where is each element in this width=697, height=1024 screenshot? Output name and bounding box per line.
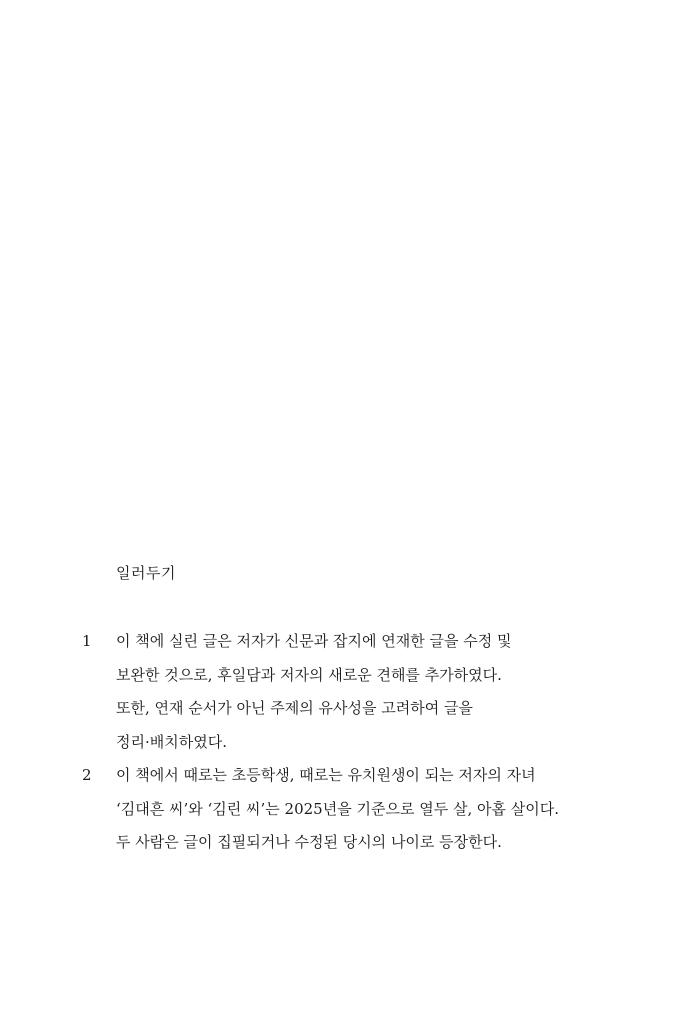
note-number: 2 [82, 766, 92, 784]
note-line: 또한, 연재 순서가 아닌 주제의 유사성을 고려하여 글을 [116, 699, 473, 717]
note-line: ‘김대흔 씨’와 ‘김린 씨’는 2025년을 기준으로 열두 살, 아홉 살이다. [116, 799, 559, 818]
note-line: 두 사람은 글이 집필되거나 수정된 당시의 나이로 등장한다. [116, 833, 502, 851]
note-line: 이 책에 실린 글은 저자가 신문과 잡지에 연재한 글을 수정 및 [116, 632, 512, 650]
note-line: 정리·배치하였다. [116, 732, 227, 751]
note-item-2 [82, 759, 602, 860]
note-line: 이 책에서 때로는 초등학생, 때로는 유치원생이 되는 저자의 자녀 [116, 766, 536, 784]
note-body [116, 759, 602, 860]
notes-list [82, 625, 602, 860]
notice-heading: 일러두기 [116, 564, 176, 582]
note-item-1 [82, 625, 602, 759]
note-body [116, 625, 602, 759]
note-number: 1 [82, 632, 92, 650]
note-line: 보완한 것으로, 후일담과 저자의 새로운 견해를 추가하였다. [116, 665, 502, 684]
